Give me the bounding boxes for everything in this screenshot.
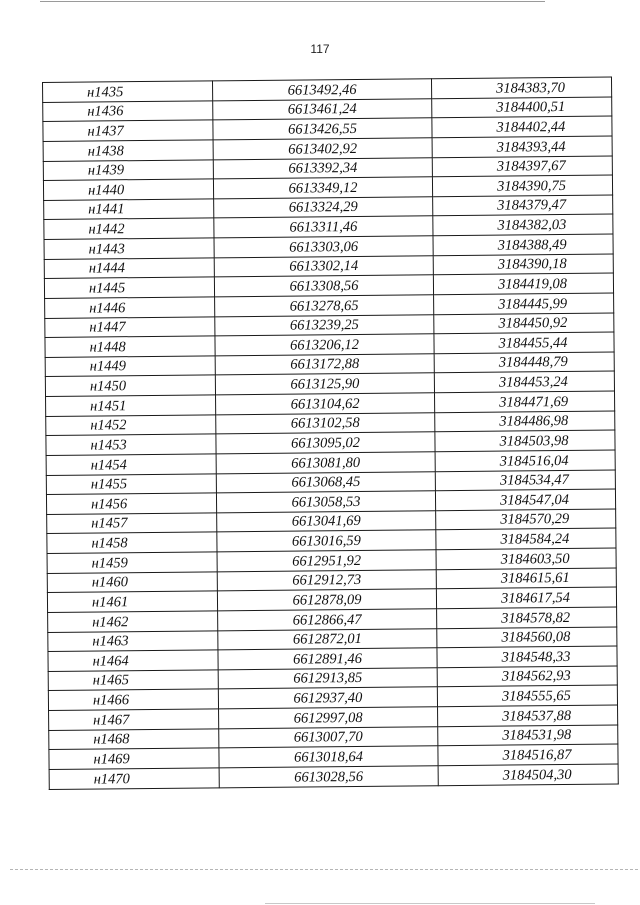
y-coordinate-cell: 3184584,24 (436, 528, 616, 549)
x-coordinate-cell: 6613081,80 (216, 452, 435, 474)
point-id-cell: н1455 (46, 473, 216, 494)
y-coordinate-cell: 3184555,65 (437, 685, 617, 706)
top-rule (40, 1, 545, 2)
y-coordinate-cell: 3184578,82 (437, 607, 617, 628)
y-coordinate-cell: 3184560,08 (437, 627, 617, 648)
y-coordinate-cell: 3184534,47 (435, 470, 615, 491)
x-coordinate-cell: 6613302,14 (214, 255, 433, 277)
point-id-cell: н1447 (45, 316, 215, 337)
x-coordinate-cell: 6613392,34 (213, 157, 432, 179)
y-coordinate-cell: 3184448,79 (434, 352, 614, 373)
point-id-cell: н1466 (48, 689, 218, 710)
x-coordinate-cell: 6613402,92 (213, 138, 432, 160)
point-id-cell: н1457 (47, 513, 217, 534)
x-coordinate-cell: 6613028,56 (219, 766, 438, 788)
y-coordinate-cell: 3184388,49 (433, 234, 613, 255)
y-coordinate-cell: 3184562,93 (437, 666, 617, 687)
x-coordinate-cell: 6612937,40 (218, 687, 437, 709)
x-coordinate-cell: 6612913,85 (218, 667, 437, 689)
x-coordinate-cell: 6613016,59 (217, 530, 436, 552)
x-coordinate-cell: 6613239,25 (215, 314, 434, 336)
y-coordinate-cell: 3184516,87 (438, 744, 618, 765)
x-coordinate-cell: 6613303,06 (214, 236, 433, 258)
point-id-cell: н1463 (48, 630, 218, 651)
point-id-cell: н1443 (44, 238, 214, 259)
x-coordinate-cell: 6613041,69 (217, 510, 436, 532)
coordinates-table (42, 77, 619, 790)
y-coordinate-cell: 3184603,50 (436, 548, 616, 569)
y-coordinate-cell: 3184455,44 (434, 332, 614, 353)
y-coordinate-cell: 3184570,29 (436, 509, 616, 530)
x-coordinate-cell: 6613068,45 (216, 471, 435, 493)
point-id-cell: н1458 (47, 532, 217, 553)
x-coordinate-cell: 6612997,08 (219, 707, 438, 729)
y-coordinate-cell: 3184531,98 (438, 725, 618, 746)
y-coordinate-cell: 3184516,04 (435, 450, 615, 471)
point-id-cell: н1451 (46, 395, 216, 416)
point-id-cell: н1452 (46, 414, 216, 435)
x-coordinate-cell: 6613102,58 (216, 412, 435, 434)
point-id-cell: н1437 (43, 120, 213, 141)
x-coordinate-cell: 6613095,02 (216, 432, 435, 454)
page-number: 117 (310, 42, 330, 56)
point-id-cell: н1453 (46, 434, 216, 455)
point-id-cell: н1470 (49, 768, 219, 790)
x-coordinate-cell: 6613278,65 (215, 295, 434, 317)
y-coordinate-cell: 3184453,24 (434, 371, 614, 392)
y-coordinate-cell: 3184393,44 (432, 136, 612, 157)
x-coordinate-cell: 6613349,12 (213, 177, 432, 199)
x-coordinate-cell: 6613125,90 (215, 373, 434, 395)
y-coordinate-cell: 3184471,69 (435, 391, 615, 412)
y-coordinate-cell: 3184547,04 (435, 489, 615, 510)
x-coordinate-cell: 6613007,70 (219, 726, 438, 748)
coordinates-table-body (43, 77, 619, 789)
x-coordinate-cell: 6613426,55 (213, 118, 432, 140)
point-id-cell: н1465 (48, 670, 218, 691)
x-coordinate-cell: 6613324,29 (214, 197, 433, 219)
point-id-cell: н1467 (49, 709, 219, 730)
point-id-cell: н1469 (49, 748, 219, 769)
x-coordinate-cell: 6612872,01 (218, 628, 437, 650)
y-coordinate-cell: 3184504,30 (438, 764, 618, 786)
x-coordinate-cell: 6612912,73 (217, 569, 436, 591)
x-coordinate-cell: 6613206,12 (215, 334, 434, 356)
x-coordinate-cell: 6612891,46 (218, 648, 437, 670)
x-coordinate-cell: 6613308,56 (214, 275, 433, 297)
y-coordinate-cell: 3184379,47 (433, 195, 613, 216)
x-coordinate-cell: 6613311,46 (214, 216, 433, 238)
y-coordinate-cell: 3184615,61 (436, 568, 616, 589)
point-id-cell: н1462 (48, 611, 218, 632)
table-row (49, 764, 618, 790)
bottom-rule (10, 869, 638, 870)
y-coordinate-cell: 3184450,92 (434, 313, 614, 334)
coordinates-table-wrapper (42, 77, 619, 790)
y-coordinate-cell: 3184419,08 (433, 273, 613, 294)
point-id-cell: н1436 (43, 100, 213, 121)
x-coordinate-cell: 6613104,62 (216, 393, 435, 415)
y-coordinate-cell: 3184503,98 (435, 430, 615, 451)
y-coordinate-cell: 3184400,51 (432, 97, 612, 118)
point-id-cell: н1446 (45, 297, 215, 318)
point-id-cell: н1444 (44, 257, 214, 278)
y-coordinate-cell: 3184548,33 (437, 646, 617, 667)
point-id-cell: н1435 (43, 81, 213, 102)
point-id-cell: н1454 (46, 454, 216, 475)
point-id-cell: н1448 (45, 336, 215, 357)
point-id-cell: н1468 (49, 728, 219, 749)
x-coordinate-cell: 6612878,09 (217, 589, 436, 611)
bottom-edge-rule (265, 903, 595, 904)
x-coordinate-cell: 6613172,88 (215, 353, 434, 375)
x-coordinate-cell: 6612951,92 (217, 550, 436, 572)
y-coordinate-cell: 3184397,67 (432, 156, 612, 177)
point-id-cell: н1438 (43, 140, 213, 161)
y-coordinate-cell: 3184390,18 (433, 254, 613, 275)
y-coordinate-cell: 3184402,44 (432, 116, 612, 137)
point-id-cell: н1441 (44, 199, 214, 220)
point-id-cell: н1464 (48, 650, 218, 671)
point-id-cell: н1439 (43, 159, 213, 180)
y-coordinate-cell: 3184383,70 (431, 77, 611, 98)
x-coordinate-cell: 6613492,46 (212, 79, 431, 101)
point-id-cell: н1459 (47, 552, 217, 573)
point-id-cell: н1445 (44, 277, 214, 298)
point-id-cell: н1456 (46, 493, 216, 514)
point-id-cell: н1449 (45, 356, 215, 377)
x-coordinate-cell: 6613058,53 (216, 491, 435, 513)
y-coordinate-cell: 3184537,88 (438, 705, 618, 726)
point-id-cell: н1461 (47, 591, 217, 612)
x-coordinate-cell: 6613461,24 (213, 98, 432, 120)
point-id-cell: н1460 (47, 571, 217, 592)
point-id-cell: н1450 (45, 375, 215, 396)
x-coordinate-cell: 6613018,64 (219, 746, 438, 768)
x-coordinate-cell: 6612866,47 (218, 609, 437, 631)
point-id-cell: н1440 (43, 179, 213, 200)
y-coordinate-cell: 3184617,54 (436, 587, 616, 608)
y-coordinate-cell: 3184390,75 (432, 175, 612, 196)
y-coordinate-cell: 3184445,99 (434, 293, 614, 314)
y-coordinate-cell: 3184382,03 (433, 214, 613, 235)
y-coordinate-cell: 3184486,98 (435, 411, 615, 432)
point-id-cell: н1442 (44, 218, 214, 239)
